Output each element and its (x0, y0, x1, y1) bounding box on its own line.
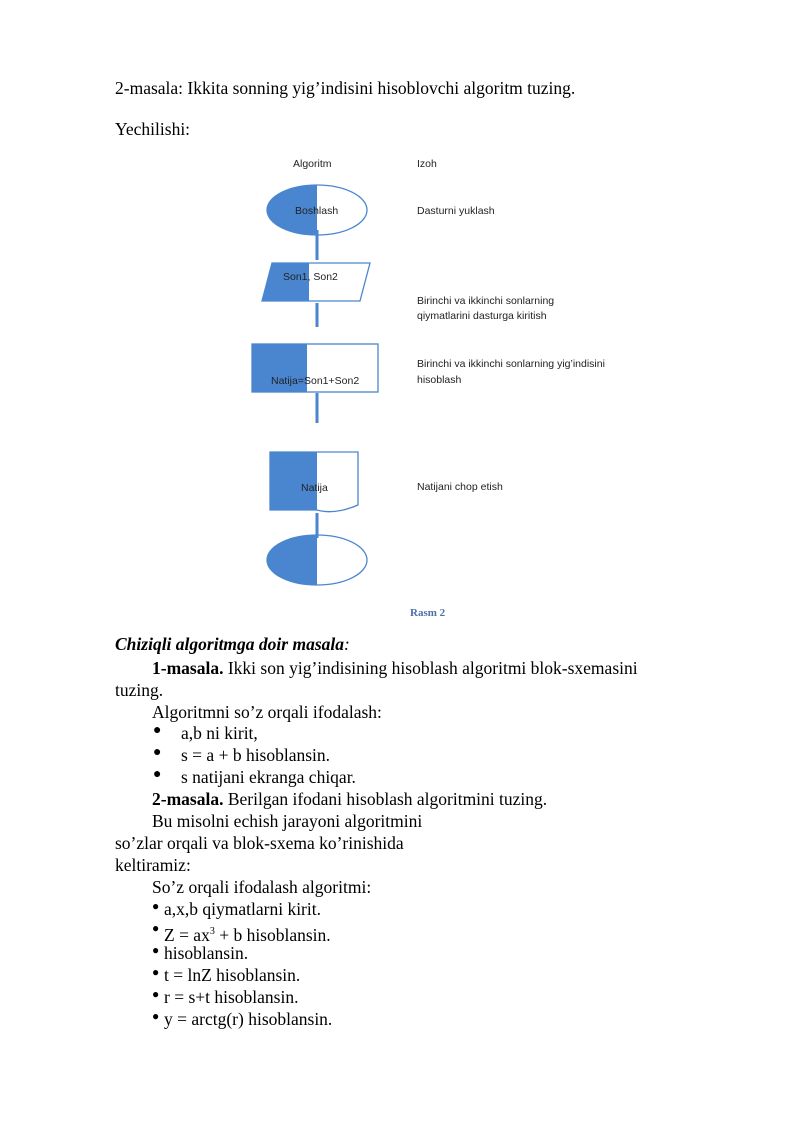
input-label: Son1, Son2 (283, 271, 338, 283)
algorithm-column-header: Algoritm (293, 158, 332, 170)
task2-step-4: t = lnZ hisoblansin. (164, 965, 301, 985)
task2-words-intro: So’z orqali ifodalash algoritmi: (152, 877, 372, 897)
task2-line3: so’zlar orqali va blok-sxema ko’rinishida (115, 833, 404, 853)
task2-step-2-sup: 3 (209, 926, 215, 937)
output-note: Natijani chop etish (417, 481, 503, 493)
input-note-line2: qiymatlarini dasturga kiritish (417, 310, 547, 322)
bullet-icon: ● (152, 965, 160, 979)
task2-step-5: r = s+t hisoblansin. (164, 987, 299, 1007)
task1-step-3: s natijani ekranga chiqar. (181, 767, 356, 787)
bullet-icon: ● (152, 1009, 160, 1023)
flowchart-diagram (245, 150, 645, 600)
bullet-icon: ● (153, 767, 162, 782)
task1-step-1: a,b ni kirit, (181, 723, 258, 743)
section-title-text: Chiziqli algoritmga doir masala (115, 634, 345, 654)
problem-title: 2-masala: Ikkita sonning yig’indisini hisoblovchi algoritm tuzing. (115, 78, 576, 98)
bullet-icon: ● (152, 921, 160, 935)
task1-label: 1-masala. (152, 658, 224, 678)
bullet-icon: ● (152, 987, 160, 1001)
section-title (115, 634, 350, 655)
task1-text: Ikki son yig’indisining hisoblash algoritmi blok-sxemasini (223, 658, 638, 678)
process-label: Natija=Son1+Son2 (271, 375, 360, 387)
task1-words-intro: Algoritmni so’z orqali ifodalash: (152, 702, 382, 722)
start-note: Dasturni yuklash (417, 205, 495, 217)
task2-step-2-post: + b hisoblansin. (214, 924, 331, 945)
task1-line1 (152, 658, 638, 679)
task2-step-1: a,x,b qiymatlarni kirit. (164, 899, 321, 919)
task2-text: Berilgan ifodani hisoblash algoritmini tuzing. (223, 789, 548, 809)
process-note-line1: Birinchi va ikkinchi sonlarning yig’indisini (417, 358, 605, 370)
section-title-colon: : (344, 634, 350, 654)
task2-line2: Bu misolni echish jarayoni algoritmini (152, 811, 423, 831)
output-label: Natija (301, 482, 328, 494)
task1-step-2: s = a + b hisoblansin. (181, 745, 331, 765)
bullet-icon: ● (153, 723, 162, 738)
task2-line1 (152, 789, 547, 810)
task2-line4: keltiramiz: (115, 855, 191, 875)
bullet-icon: ● (152, 899, 160, 913)
task2-label: 2-masala. (152, 789, 224, 809)
note-column-header: Izoh (417, 158, 437, 170)
input-note-line1: Birinchi va ikkinchi sonlarning (417, 295, 555, 307)
process-note-line2: hisoblash (417, 374, 462, 386)
task1-line2: tuzing. (115, 680, 164, 700)
start-label: Boshlash (295, 205, 339, 217)
bullet-icon: ● (153, 745, 162, 760)
figure-caption: Rasm 2 (410, 607, 446, 619)
task2-step-2-pre: Z = ax (164, 924, 210, 945)
solution-label: Yechilishi: (115, 119, 191, 139)
bullet-icon: ● (152, 943, 160, 957)
task2-step-3: hisoblansin. (164, 943, 249, 963)
end-terminal (267, 535, 367, 585)
task2-step-6: y = arctg(r) hisoblansin. (164, 1009, 333, 1029)
